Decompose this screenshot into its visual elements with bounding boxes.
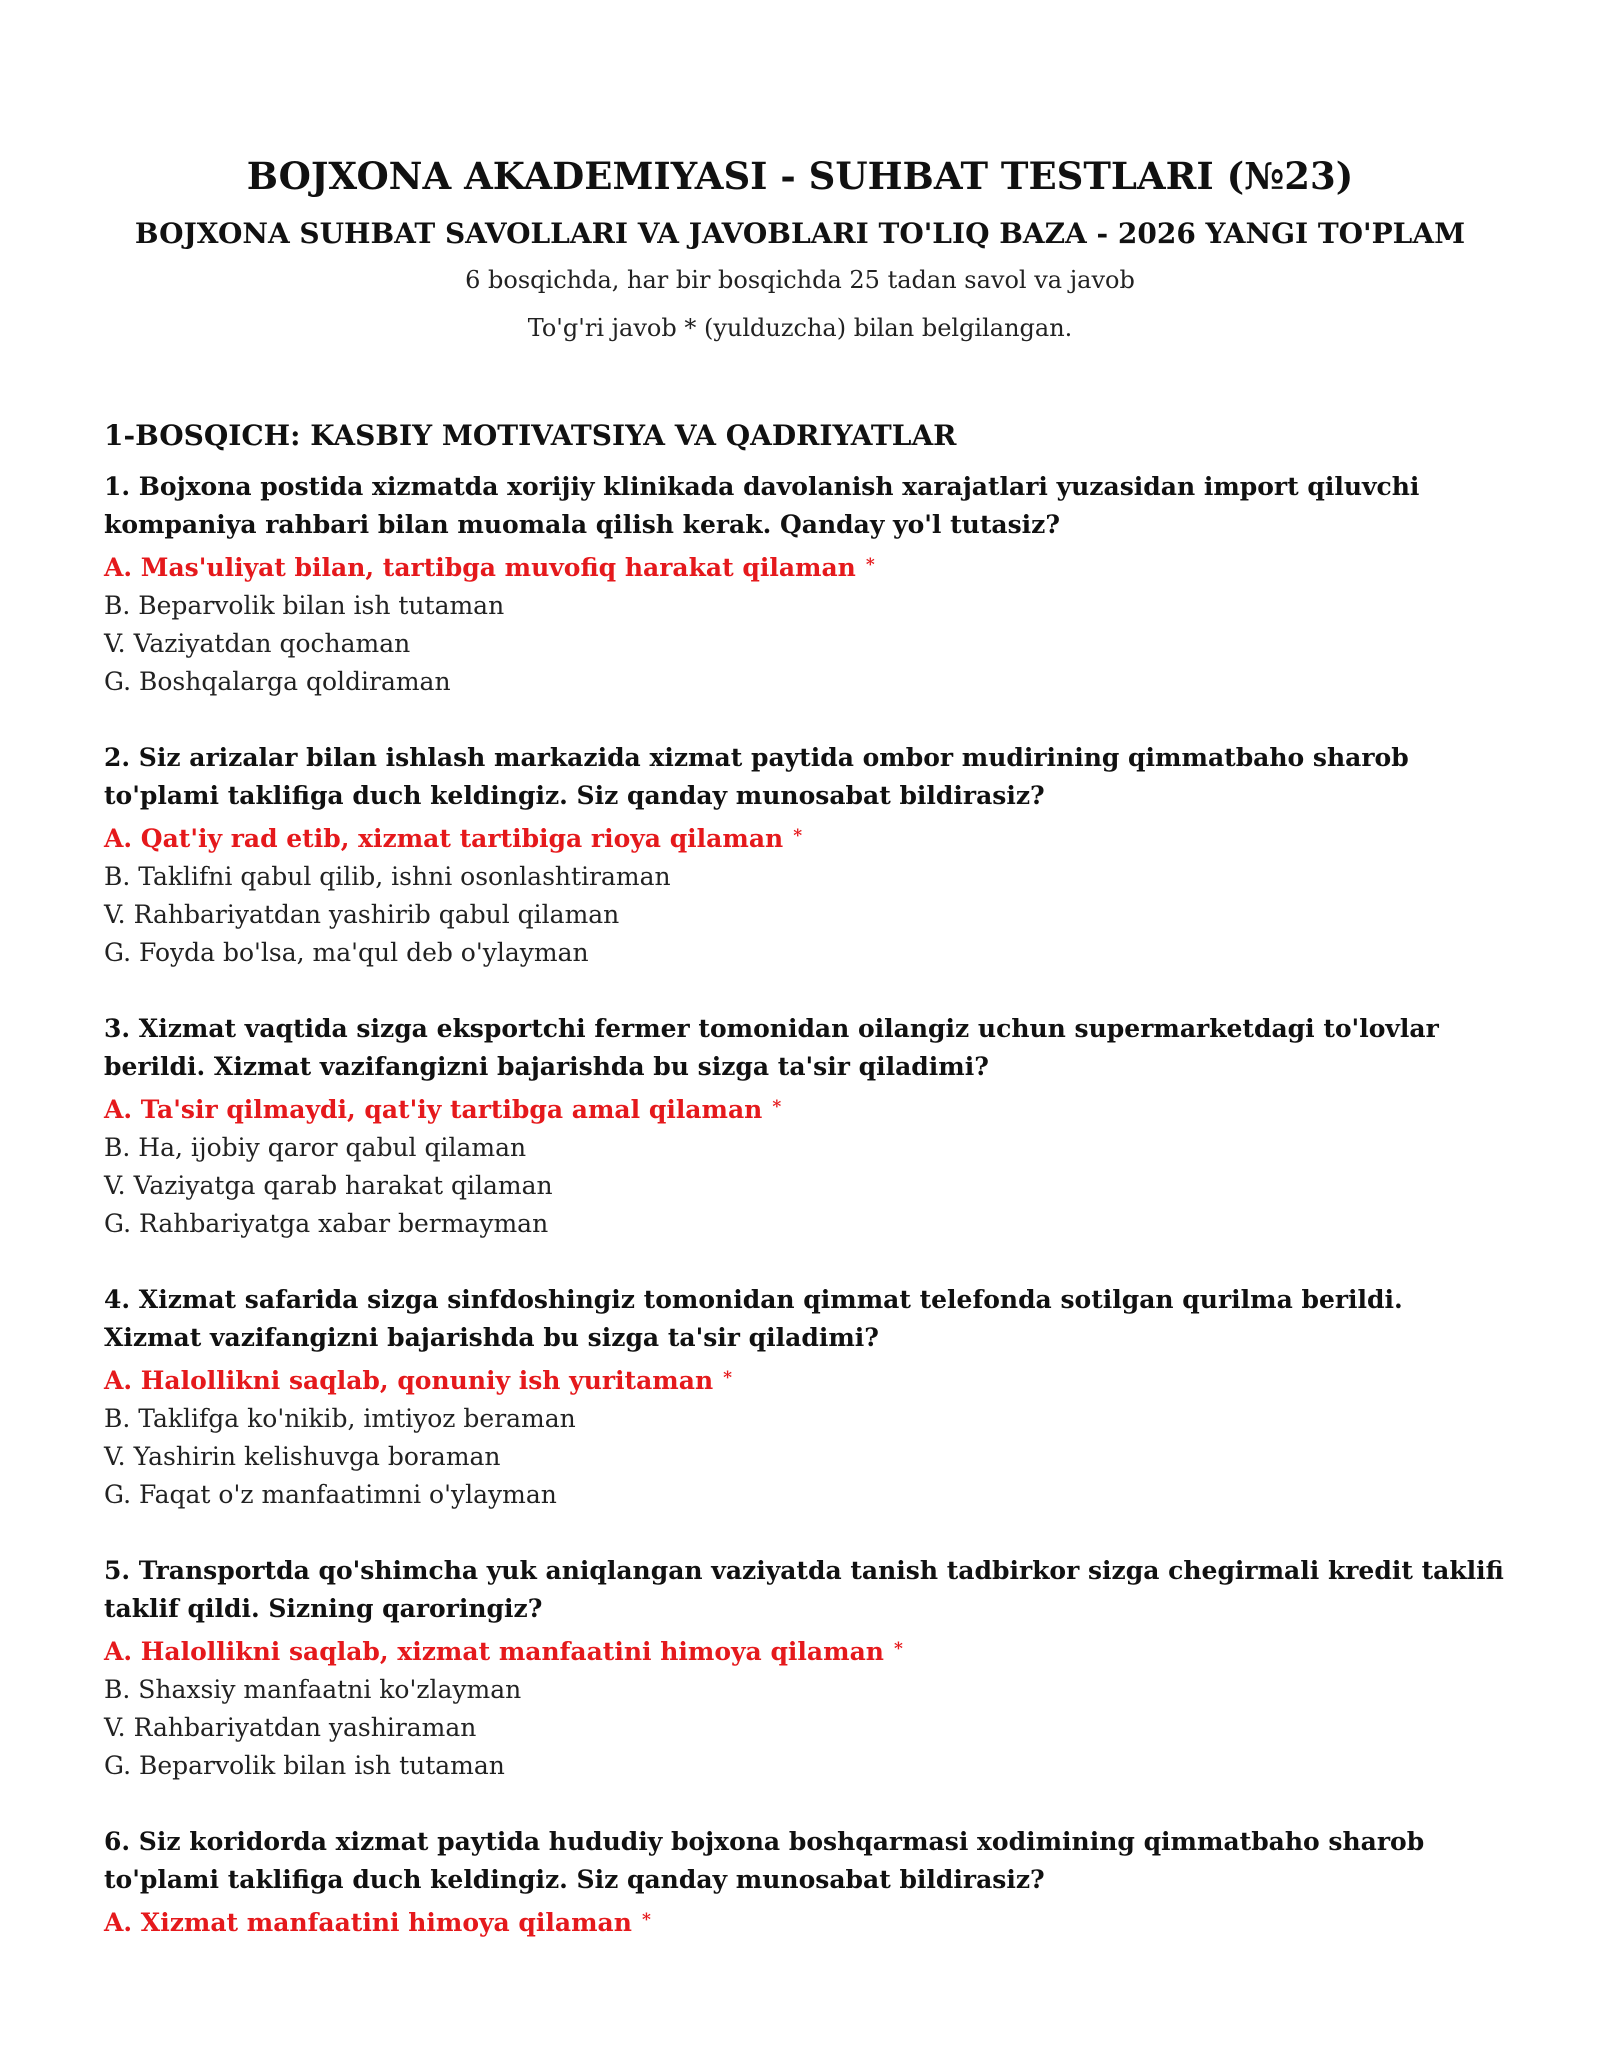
correct-answer bbox=[104, 1088, 1504, 1129]
correct-answer bbox=[104, 1901, 1504, 1942]
answer-label: A. Ta'sir qilmaydi, qat'iy tartibga amal qilaman bbox=[104, 1095, 763, 1124]
section-heading: 1-BOSQICH: KASBIY MOTIVATSIYA VA QADRIYATLAR bbox=[104, 419, 957, 452]
answer-option: G. Rahbariyatga xabar bermayman bbox=[104, 1209, 549, 1238]
answer-option: V. Rahbariyatdan yashirib qabul qilaman bbox=[104, 900, 620, 929]
answer-option: G. Foyda bo'lsa, ma'qul deb o'ylayman bbox=[104, 938, 589, 967]
correct-star-marker: * bbox=[723, 1368, 733, 1388]
question-text: 5. Transportda qo'shimcha yuk aniqlangan vaziyatda tanish tadbirkor sizga chegirmali kredit taklifi taklif qildi. Sizning qaroringiz? bbox=[104, 1556, 1504, 1623]
answer-option: B. Taklifga ko'nikib, imtiyoz beraman bbox=[104, 1404, 576, 1433]
answer-option: B. Taklifni qabul qilib, ishni osonlashtiraman bbox=[104, 862, 671, 891]
answer-option: G. Beparvolik bilan ish tutaman bbox=[104, 1751, 505, 1780]
question-item bbox=[104, 1552, 1504, 1785]
answer-option: V. Vaziyatga qarab harakat qilaman bbox=[104, 1171, 553, 1200]
correct-answer bbox=[104, 1630, 1504, 1671]
answer-option: V. Rahbariyatdan yashiraman bbox=[104, 1713, 477, 1742]
answer-option: G. Boshqalarga qoldiraman bbox=[104, 667, 451, 696]
answer-label: A. Xizmat manfaatini himoya qilaman bbox=[104, 1908, 632, 1937]
correct-answer bbox=[104, 817, 1504, 858]
answer-option: B. Shaxsiy manfaatni ko'zlayman bbox=[104, 1675, 522, 1704]
correct-answer bbox=[104, 1359, 1504, 1400]
question-text: 1. Bojxona postida xizmatda xorijiy klinikada davolanish xarajatlari yuzasidan import qiluvchi kompaniya rahbari bilan muomala qilish kerak. Qanday yo'l tutasiz? bbox=[104, 472, 1420, 539]
answer-option: B. Ha, ijobiy qaror qabul qilaman bbox=[104, 1133, 527, 1162]
question-text: 2. Siz arizalar bilan ishlash markazida xizmat paytida ombor mudirining qimmatbaho sharob to'plami taklifiga duch keldingiz. Siz qanday munosabat bildirasiz? bbox=[104, 743, 1409, 810]
answer-option: V. Vaziyatdan qochaman bbox=[104, 629, 411, 658]
answer-option: B. Beparvolik bilan ish tutaman bbox=[104, 591, 505, 620]
page-title: BOJXONA AKADEMIYASI - SUHBAT TESTLARI (№23) bbox=[246, 154, 1354, 198]
info-line-answer-key: To'g'ri javob * (yulduzcha) bilan belgilangan. bbox=[527, 314, 1073, 342]
correct-star-marker: * bbox=[793, 826, 803, 846]
question-item bbox=[104, 1010, 1504, 1243]
page-subtitle: BOJXONA SUHBAT SAVOLLARI VA JAVOBLARI TO'LIQ BAZA - 2026 YANGI TO'PLAM bbox=[134, 217, 1466, 250]
question-text: 4. Xizmat safarida sizga sinfdoshingiz tomonidan qimmat telefonda sotilgan qurilma berildi. Xizmat vazifangizni bajarishda bu sizga ta'sir qiladimi? bbox=[104, 1285, 1403, 1352]
question-item bbox=[104, 1823, 1504, 1942]
correct-star-marker: * bbox=[641, 1910, 651, 1930]
info-line: 6 bosqichda, har bir bosqichda 25 tadan savol va javob bbox=[465, 266, 1135, 294]
question-text: 3. Xizmat vaqtida sizga eksportchi fermer tomonidan oilangiz uchun supermarketdagi to'lovlar berildi. Xizmat vazifangizni bajarishda bu sizga ta'sir qiladimi? bbox=[104, 1014, 1439, 1081]
answer-label: A. Halollikni saqlab, qonuniy ish yuritaman bbox=[104, 1366, 714, 1395]
correct-star-marker: * bbox=[772, 1097, 782, 1117]
question-text: 6. Siz koridorda xizmat paytida hududiy bojxona boshqarmasi xodimining qimmatbaho sharob to'plami taklifiga duch keldingiz. Siz qanday munosabat bildirasiz? bbox=[104, 1827, 1425, 1894]
correct-star-marker: * bbox=[893, 1639, 903, 1659]
correct-answer bbox=[104, 546, 1504, 587]
question-item bbox=[104, 739, 1504, 972]
document-content bbox=[104, 416, 1504, 1980]
answer-option: G. Faqat o'z manfaatimni o'ylayman bbox=[104, 1480, 557, 1509]
answer-label: A. Halollikni saqlab, xizmat manfaatini himoya qilaman bbox=[104, 1637, 884, 1666]
correct-star-marker: * bbox=[865, 555, 875, 575]
question-item bbox=[104, 468, 1504, 701]
answer-label: A. Mas'uliyat bilan, tartibga muvofiq harakat qilaman bbox=[104, 553, 856, 582]
answer-label: A. Qat'iy rad etib, xizmat tartibiga rioya qilaman bbox=[104, 824, 784, 853]
answer-option: V. Yashirin kelishuvga boraman bbox=[104, 1442, 501, 1471]
question-item bbox=[104, 1281, 1504, 1514]
document-header bbox=[0, 148, 1600, 345]
